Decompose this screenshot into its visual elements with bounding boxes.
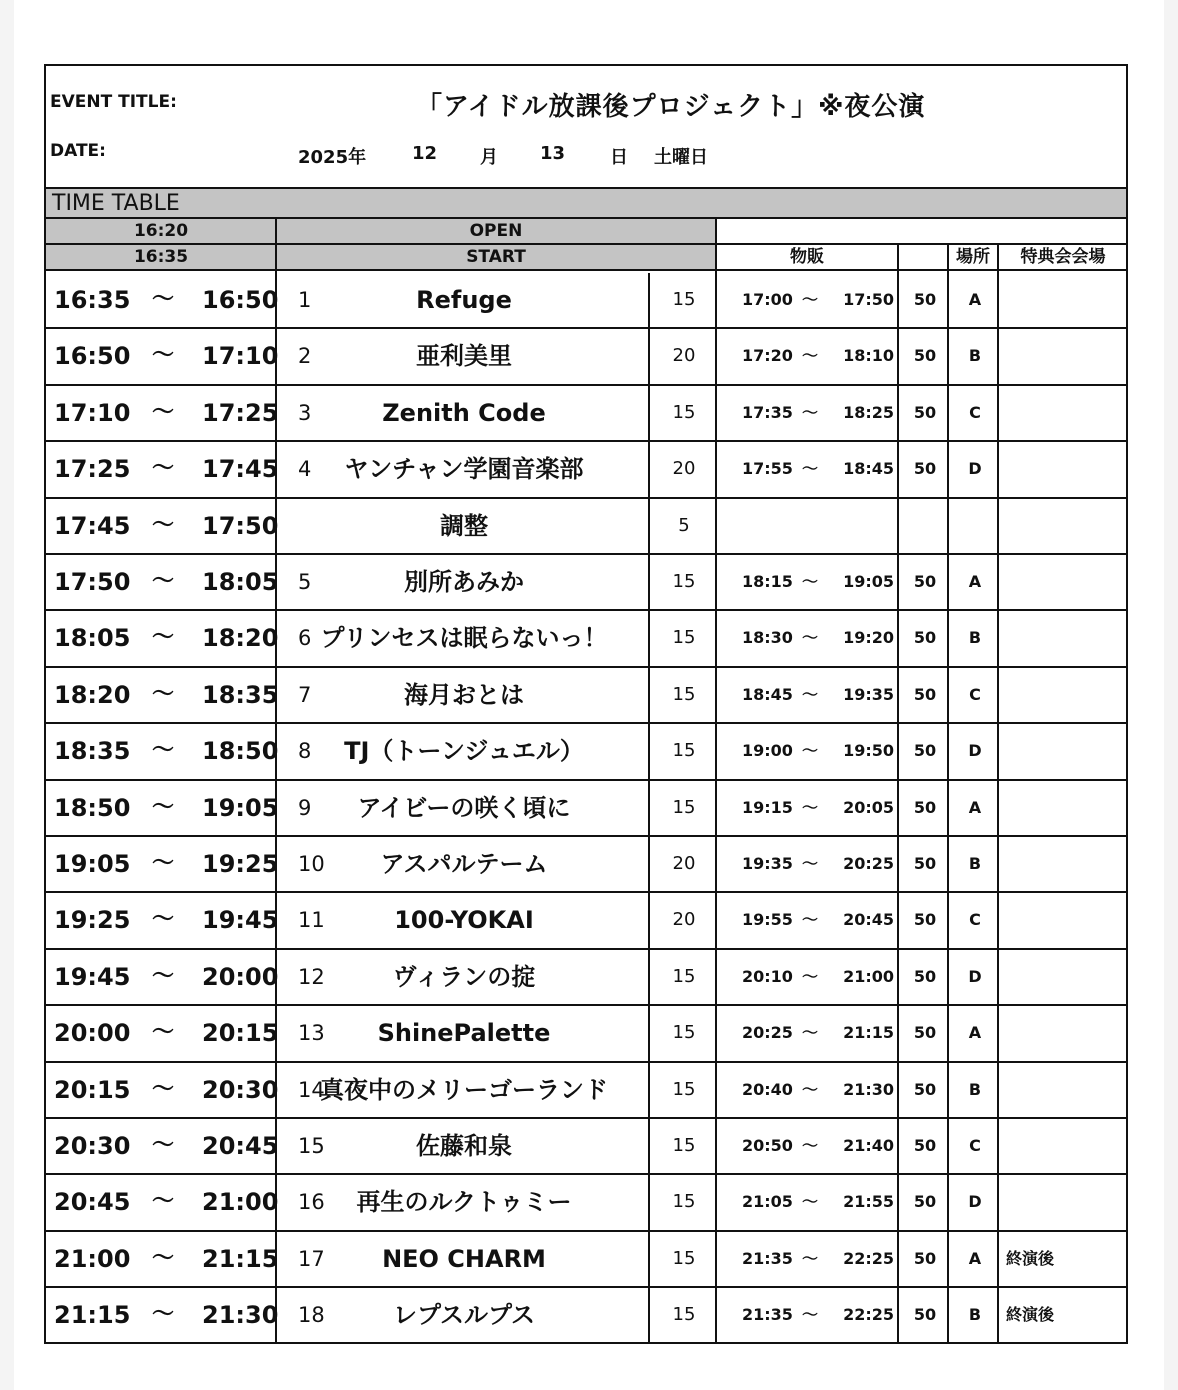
event-title-label: EVENT TITLE: xyxy=(50,92,177,112)
col-divider xyxy=(648,273,650,1342)
time-tilde: 〜 xyxy=(151,456,174,482)
merch-minutes: 50 xyxy=(913,1192,937,1212)
benefit-venue: 終演後 xyxy=(1006,1305,1055,1325)
open-label: OPEN xyxy=(276,219,716,243)
merch-end: 20:05 xyxy=(843,797,894,817)
merch-tilde: 〜 xyxy=(801,290,818,309)
benefit-venue xyxy=(1002,499,1126,553)
act-name: 海月おとは xyxy=(404,680,524,709)
time-tilde: 〜 xyxy=(151,1302,174,1328)
place: B xyxy=(968,1079,982,1099)
end-time: 16:50 xyxy=(202,286,279,314)
benefit-venue xyxy=(1002,1175,1126,1229)
end-time: 18:50 xyxy=(202,737,279,766)
merch-end xyxy=(842,499,894,553)
merch-start: 18:30 xyxy=(742,628,793,648)
act-name: レプスルプス xyxy=(392,1301,536,1330)
place: B xyxy=(968,628,982,648)
end-time: 18:20 xyxy=(202,624,279,653)
date-day-unit: 日 xyxy=(610,147,628,168)
start-time: 18:50 xyxy=(54,793,131,822)
time-tilde: 〜 xyxy=(151,1245,174,1271)
benefit-venue xyxy=(1002,1119,1126,1173)
place: C xyxy=(969,684,981,704)
place: A xyxy=(968,1023,982,1043)
merch-minutes: 50 xyxy=(913,1023,937,1043)
merch-start: 20:25 xyxy=(742,1023,793,1043)
table-row xyxy=(46,329,1128,385)
act-name: ヴィランの掟 xyxy=(392,962,536,991)
act-number: 2 xyxy=(298,344,312,369)
start-time: 20:00 xyxy=(54,1019,131,1048)
duration: 15 xyxy=(672,289,696,310)
merch-start: 19:00 xyxy=(742,741,793,761)
act-name: アスパルテーム xyxy=(380,850,548,878)
benefit-venue xyxy=(1002,555,1126,609)
merch-end: 21:30 xyxy=(843,1079,894,1099)
table-row xyxy=(46,1006,1128,1062)
merch-end: 21:55 xyxy=(843,1192,894,1212)
merch-minutes: 50 xyxy=(913,1136,937,1155)
date-day: 13 xyxy=(540,143,566,164)
table-row xyxy=(46,724,1128,780)
act-name: 亜利美里 xyxy=(416,342,512,371)
time-tilde: 〜 xyxy=(151,512,174,538)
merch-start: 18:15 xyxy=(742,572,793,591)
table-row xyxy=(46,499,1128,555)
merch-end: 20:25 xyxy=(843,854,894,873)
time-tilde: 〜 xyxy=(151,399,174,425)
benefit-venue xyxy=(1002,1006,1126,1060)
merch-end: 18:45 xyxy=(843,459,894,479)
place xyxy=(950,499,1000,553)
merch-minutes: 50 xyxy=(913,797,937,817)
table-row xyxy=(46,1288,1128,1344)
merch-end: 19:50 xyxy=(843,741,894,761)
merch-start: 20:40 xyxy=(742,1079,793,1099)
start-time: 19:25 xyxy=(54,906,131,935)
end-time: 19:45 xyxy=(202,906,279,935)
act-name: 100-YOKAI xyxy=(394,906,534,935)
duration: 15 xyxy=(672,1304,696,1326)
start-time: 17:25 xyxy=(54,455,131,484)
time-tilde: 〜 xyxy=(151,1133,174,1158)
place: C xyxy=(969,1136,981,1155)
merch-tilde: 〜 xyxy=(801,1305,818,1325)
act-number: 13 xyxy=(298,1021,325,1046)
timetable-frame xyxy=(44,64,1128,1344)
merch-end: 18:10 xyxy=(843,346,894,366)
table-row xyxy=(46,1119,1128,1175)
merch-header: 物販 xyxy=(790,247,824,267)
merch-end: 21:00 xyxy=(843,966,894,986)
end-time: 19:25 xyxy=(202,850,279,878)
merch-start: 18:45 xyxy=(742,684,793,704)
benefit-venue xyxy=(1002,893,1126,947)
merch-tilde: 〜 xyxy=(801,910,818,930)
benefit-venue xyxy=(1002,837,1126,891)
act-name: ShinePalette xyxy=(377,1019,551,1048)
act-number: 8 xyxy=(298,739,312,764)
merch-start: 19:55 xyxy=(742,910,793,930)
duration: 15 xyxy=(672,683,696,705)
act-name: 別所あみか xyxy=(404,568,524,596)
act-name: 再生のルクトゥミー xyxy=(356,1188,572,1217)
merch-start: 17:00 xyxy=(742,290,793,309)
merch-minutes: 50 xyxy=(913,741,937,761)
end-time: 18:35 xyxy=(202,680,279,709)
table-row xyxy=(46,386,1128,442)
time-tilde: 〜 xyxy=(151,569,174,594)
act-number: 14 xyxy=(298,1077,325,1102)
duration: 15 xyxy=(672,1022,696,1044)
merch-minutes: 50 xyxy=(913,572,937,591)
merch-minutes: 50 xyxy=(913,684,937,704)
merch-minutes: 50 xyxy=(913,910,937,930)
start-row xyxy=(46,245,1128,271)
act-number: 7 xyxy=(298,682,312,707)
start-label: START xyxy=(276,245,716,269)
table-row xyxy=(46,837,1128,893)
start-time: 17:50 xyxy=(54,568,131,596)
table-row xyxy=(46,781,1128,837)
table-row xyxy=(46,1232,1128,1288)
end-time: 17:50 xyxy=(202,511,279,540)
time-tilde: 〜 xyxy=(151,287,174,312)
time-tilde: 〜 xyxy=(151,625,174,651)
merch-start: 19:35 xyxy=(742,854,793,873)
date-weekday: 土曜日 xyxy=(654,147,708,168)
act-name: TJ（トーンジュエル） xyxy=(344,737,584,766)
act-number: 18 xyxy=(298,1303,325,1328)
event-header xyxy=(46,66,1126,189)
merch-start: 19:15 xyxy=(742,797,793,817)
merch-start: 20:10 xyxy=(742,966,793,986)
merch-tilde: 〜 xyxy=(801,684,818,704)
end-time: 20:45 xyxy=(202,1132,279,1160)
table-row xyxy=(46,555,1128,611)
start-time: 21:00 xyxy=(54,1244,131,1273)
end-time: 20:30 xyxy=(202,1075,279,1104)
merch-minutes: 50 xyxy=(913,346,937,366)
merch-tilde: 〜 xyxy=(801,628,818,648)
col-divider xyxy=(997,245,999,1342)
merch-start: 17:20 xyxy=(742,346,793,366)
date-month-unit: 月 xyxy=(480,147,498,168)
act-number: 11 xyxy=(298,908,325,933)
end-time: 17:45 xyxy=(202,455,279,484)
merch-end: 19:35 xyxy=(843,684,894,704)
start-time: 20:45 xyxy=(54,1188,131,1217)
table-row xyxy=(46,668,1128,724)
start-time: 18:05 xyxy=(54,624,131,653)
merch-tilde: 〜 xyxy=(801,572,818,591)
table-row xyxy=(46,442,1128,498)
date-month: 12 xyxy=(412,143,438,164)
date-label: DATE: xyxy=(50,141,106,161)
merch-start: 20:50 xyxy=(742,1136,793,1155)
duration: 15 xyxy=(672,571,696,592)
time-tilde: 〜 xyxy=(151,851,174,876)
time-tilde: 〜 xyxy=(151,681,174,707)
end-time: 19:05 xyxy=(202,793,279,822)
duration: 15 xyxy=(672,1247,696,1269)
benefit-header: 特典会会場 xyxy=(1020,247,1106,267)
benefit-venue xyxy=(1002,724,1126,778)
merch-minutes: 50 xyxy=(913,854,937,873)
act-number: 4 xyxy=(298,457,312,482)
merch-minutes: 50 xyxy=(913,628,937,648)
merch-start xyxy=(742,499,786,553)
place: C xyxy=(969,402,981,422)
duration: 15 xyxy=(672,401,696,423)
benefit-venue xyxy=(1002,611,1126,665)
duration: 20 xyxy=(672,458,696,480)
start-time: 18:35 xyxy=(54,737,131,766)
duration: 15 xyxy=(672,1191,696,1213)
place: A xyxy=(968,572,982,591)
merch-minutes: 50 xyxy=(913,402,937,422)
start-time: 17:45 xyxy=(54,511,131,540)
time-tilde: 〜 xyxy=(151,738,174,764)
act-number: 17 xyxy=(298,1246,325,1271)
start-time: 17:10 xyxy=(54,398,131,427)
act-name: アイビーの咲く頃に xyxy=(357,793,571,822)
place: C xyxy=(969,910,981,930)
end-time: 21:30 xyxy=(202,1301,279,1330)
merch-end: 22:25 xyxy=(843,1248,894,1268)
merch-end: 21:15 xyxy=(843,1023,894,1043)
end-time: 18:05 xyxy=(202,568,279,596)
start-time: 21:15 xyxy=(54,1301,131,1330)
merch-end: 17:50 xyxy=(843,290,894,309)
place: D xyxy=(968,459,982,479)
timetable-band xyxy=(46,189,1126,219)
col-divider xyxy=(947,245,949,1342)
act-number: 12 xyxy=(298,964,325,989)
merch-tilde: 〜 xyxy=(801,1079,818,1099)
table-row xyxy=(46,893,1128,949)
act-number: 3 xyxy=(298,400,312,425)
end-time: 20:15 xyxy=(202,1019,279,1048)
benefit-venue: 終演後 xyxy=(1006,1248,1055,1268)
timetable-band-label: TIME TABLE xyxy=(52,191,180,216)
benefit-venue xyxy=(1002,950,1126,1004)
end-time: 17:25 xyxy=(202,398,279,427)
table-row xyxy=(46,1063,1128,1119)
act-number: 9 xyxy=(298,795,312,820)
merch-top-cell xyxy=(716,219,1128,245)
end-time: 17:10 xyxy=(202,342,279,371)
open-time: 16:20 xyxy=(46,219,276,243)
merch-start: 21:35 xyxy=(742,1248,793,1268)
merch-minutes: 50 xyxy=(913,966,937,986)
act-number: 16 xyxy=(298,1190,325,1215)
merch-end: 19:05 xyxy=(843,572,894,591)
start-time: 16:50 xyxy=(54,342,131,371)
start-time: 20:30 xyxy=(54,1132,131,1160)
merch-end: 18:25 xyxy=(843,402,894,422)
time-tilde: 〜 xyxy=(151,1189,174,1215)
col-divider xyxy=(897,245,899,1342)
duration: 20 xyxy=(672,909,696,931)
place: B xyxy=(968,854,982,873)
col-divider xyxy=(275,219,277,1342)
act-number: 15 xyxy=(298,1134,325,1158)
merch-start: 17:55 xyxy=(742,459,793,479)
act-number: 5 xyxy=(298,570,312,594)
duration: 5 xyxy=(678,514,690,536)
act-name: NEO CHARM xyxy=(382,1244,546,1273)
merch-tilde: 〜 xyxy=(801,1248,818,1268)
merch-tilde: 〜 xyxy=(801,1023,818,1043)
time-tilde: 〜 xyxy=(151,1076,174,1102)
date-year: 2025年 xyxy=(298,147,367,168)
merch-tilde: 〜 xyxy=(801,966,818,986)
merch-tilde: 〜 xyxy=(801,1192,818,1212)
duration: 15 xyxy=(672,627,696,649)
merch-tilde: 〜 xyxy=(801,459,818,479)
merch-end: 21:40 xyxy=(843,1136,894,1155)
time-tilde: 〜 xyxy=(151,907,174,933)
duration: 20 xyxy=(672,853,696,874)
act-name: Refuge xyxy=(416,286,512,314)
duration: 15 xyxy=(672,740,696,762)
act-name: プリンセスは眠らないっ！ xyxy=(320,624,608,653)
place: A xyxy=(968,797,982,817)
merch-tilde: 〜 xyxy=(801,854,818,873)
merch-tilde: 〜 xyxy=(801,402,818,422)
start-time: 16:35 xyxy=(46,245,276,269)
act-number: 10 xyxy=(298,852,325,876)
time-tilde: 〜 xyxy=(151,794,174,820)
end-time: 21:15 xyxy=(202,1244,279,1273)
act-number: 6 xyxy=(298,626,312,651)
merch-tilde: 〜 xyxy=(801,797,818,817)
benefit-venue xyxy=(1002,781,1126,835)
merch-start: 21:05 xyxy=(742,1192,793,1212)
act-number: 1 xyxy=(298,288,312,312)
benefit-venue xyxy=(1002,329,1126,383)
merch-end: 22:25 xyxy=(843,1305,894,1325)
place-header: 場所 xyxy=(956,247,990,267)
end-time: 20:00 xyxy=(202,962,279,991)
merch-end: 20:45 xyxy=(843,910,894,930)
start-time: 20:15 xyxy=(54,1075,131,1104)
col-divider xyxy=(715,219,717,1342)
place: A xyxy=(968,290,982,309)
place: D xyxy=(968,966,982,986)
act-name: Zenith Code xyxy=(382,398,546,427)
merch-minutes: 50 xyxy=(913,1248,937,1268)
merch-tilde: 〜 xyxy=(801,741,818,761)
time-tilde: 〜 xyxy=(151,343,174,369)
duration: 15 xyxy=(672,965,696,987)
place: B xyxy=(968,1305,982,1325)
merch-start: 17:35 xyxy=(742,402,793,422)
table-row xyxy=(46,273,1128,329)
act-name: ヤンチャン学園音楽部 xyxy=(344,455,584,484)
time-tilde: 〜 xyxy=(151,1020,174,1046)
act-name: 真夜中のメリーゴーランド xyxy=(320,1075,608,1104)
benefit-venue xyxy=(1002,386,1126,440)
event-title: 「アイドル放課後プロジェクト」※夜公演 xyxy=(416,92,926,122)
duration: 20 xyxy=(672,345,696,367)
end-time: 21:00 xyxy=(202,1188,279,1217)
place: D xyxy=(968,1192,982,1212)
start-time: 16:35 xyxy=(54,286,131,314)
merch-minutes: 50 xyxy=(913,1079,937,1099)
start-time: 19:45 xyxy=(54,962,131,991)
benefit-venue xyxy=(1002,273,1126,327)
act-name: 佐藤和泉 xyxy=(416,1132,512,1160)
merch-minutes: 50 xyxy=(913,1305,937,1325)
place: D xyxy=(968,741,982,761)
benefit-venue xyxy=(1002,442,1126,496)
benefit-venue xyxy=(1002,668,1126,722)
merch-tilde: 〜 xyxy=(801,1136,818,1155)
benefit-venue xyxy=(1002,1063,1126,1117)
place: B xyxy=(968,346,982,366)
duration: 15 xyxy=(672,1135,696,1156)
time-tilde: 〜 xyxy=(151,963,174,989)
table-row xyxy=(46,1175,1128,1231)
merch-minutes xyxy=(900,499,950,553)
merch-start: 21:35 xyxy=(742,1305,793,1325)
duration: 15 xyxy=(672,796,696,818)
table-row xyxy=(46,611,1128,667)
merch-minutes: 50 xyxy=(913,459,937,479)
table-row xyxy=(46,950,1128,1006)
start-time: 18:20 xyxy=(54,680,131,709)
merch-minutes: 50 xyxy=(913,290,937,309)
merch-tilde: 〜 xyxy=(801,346,818,366)
start-time: 19:05 xyxy=(54,850,131,878)
merch-end: 19:20 xyxy=(843,628,894,648)
duration: 15 xyxy=(672,1078,696,1100)
merch-tilde xyxy=(798,499,822,553)
act-name: 調整 xyxy=(440,511,488,540)
place: A xyxy=(968,1248,982,1268)
